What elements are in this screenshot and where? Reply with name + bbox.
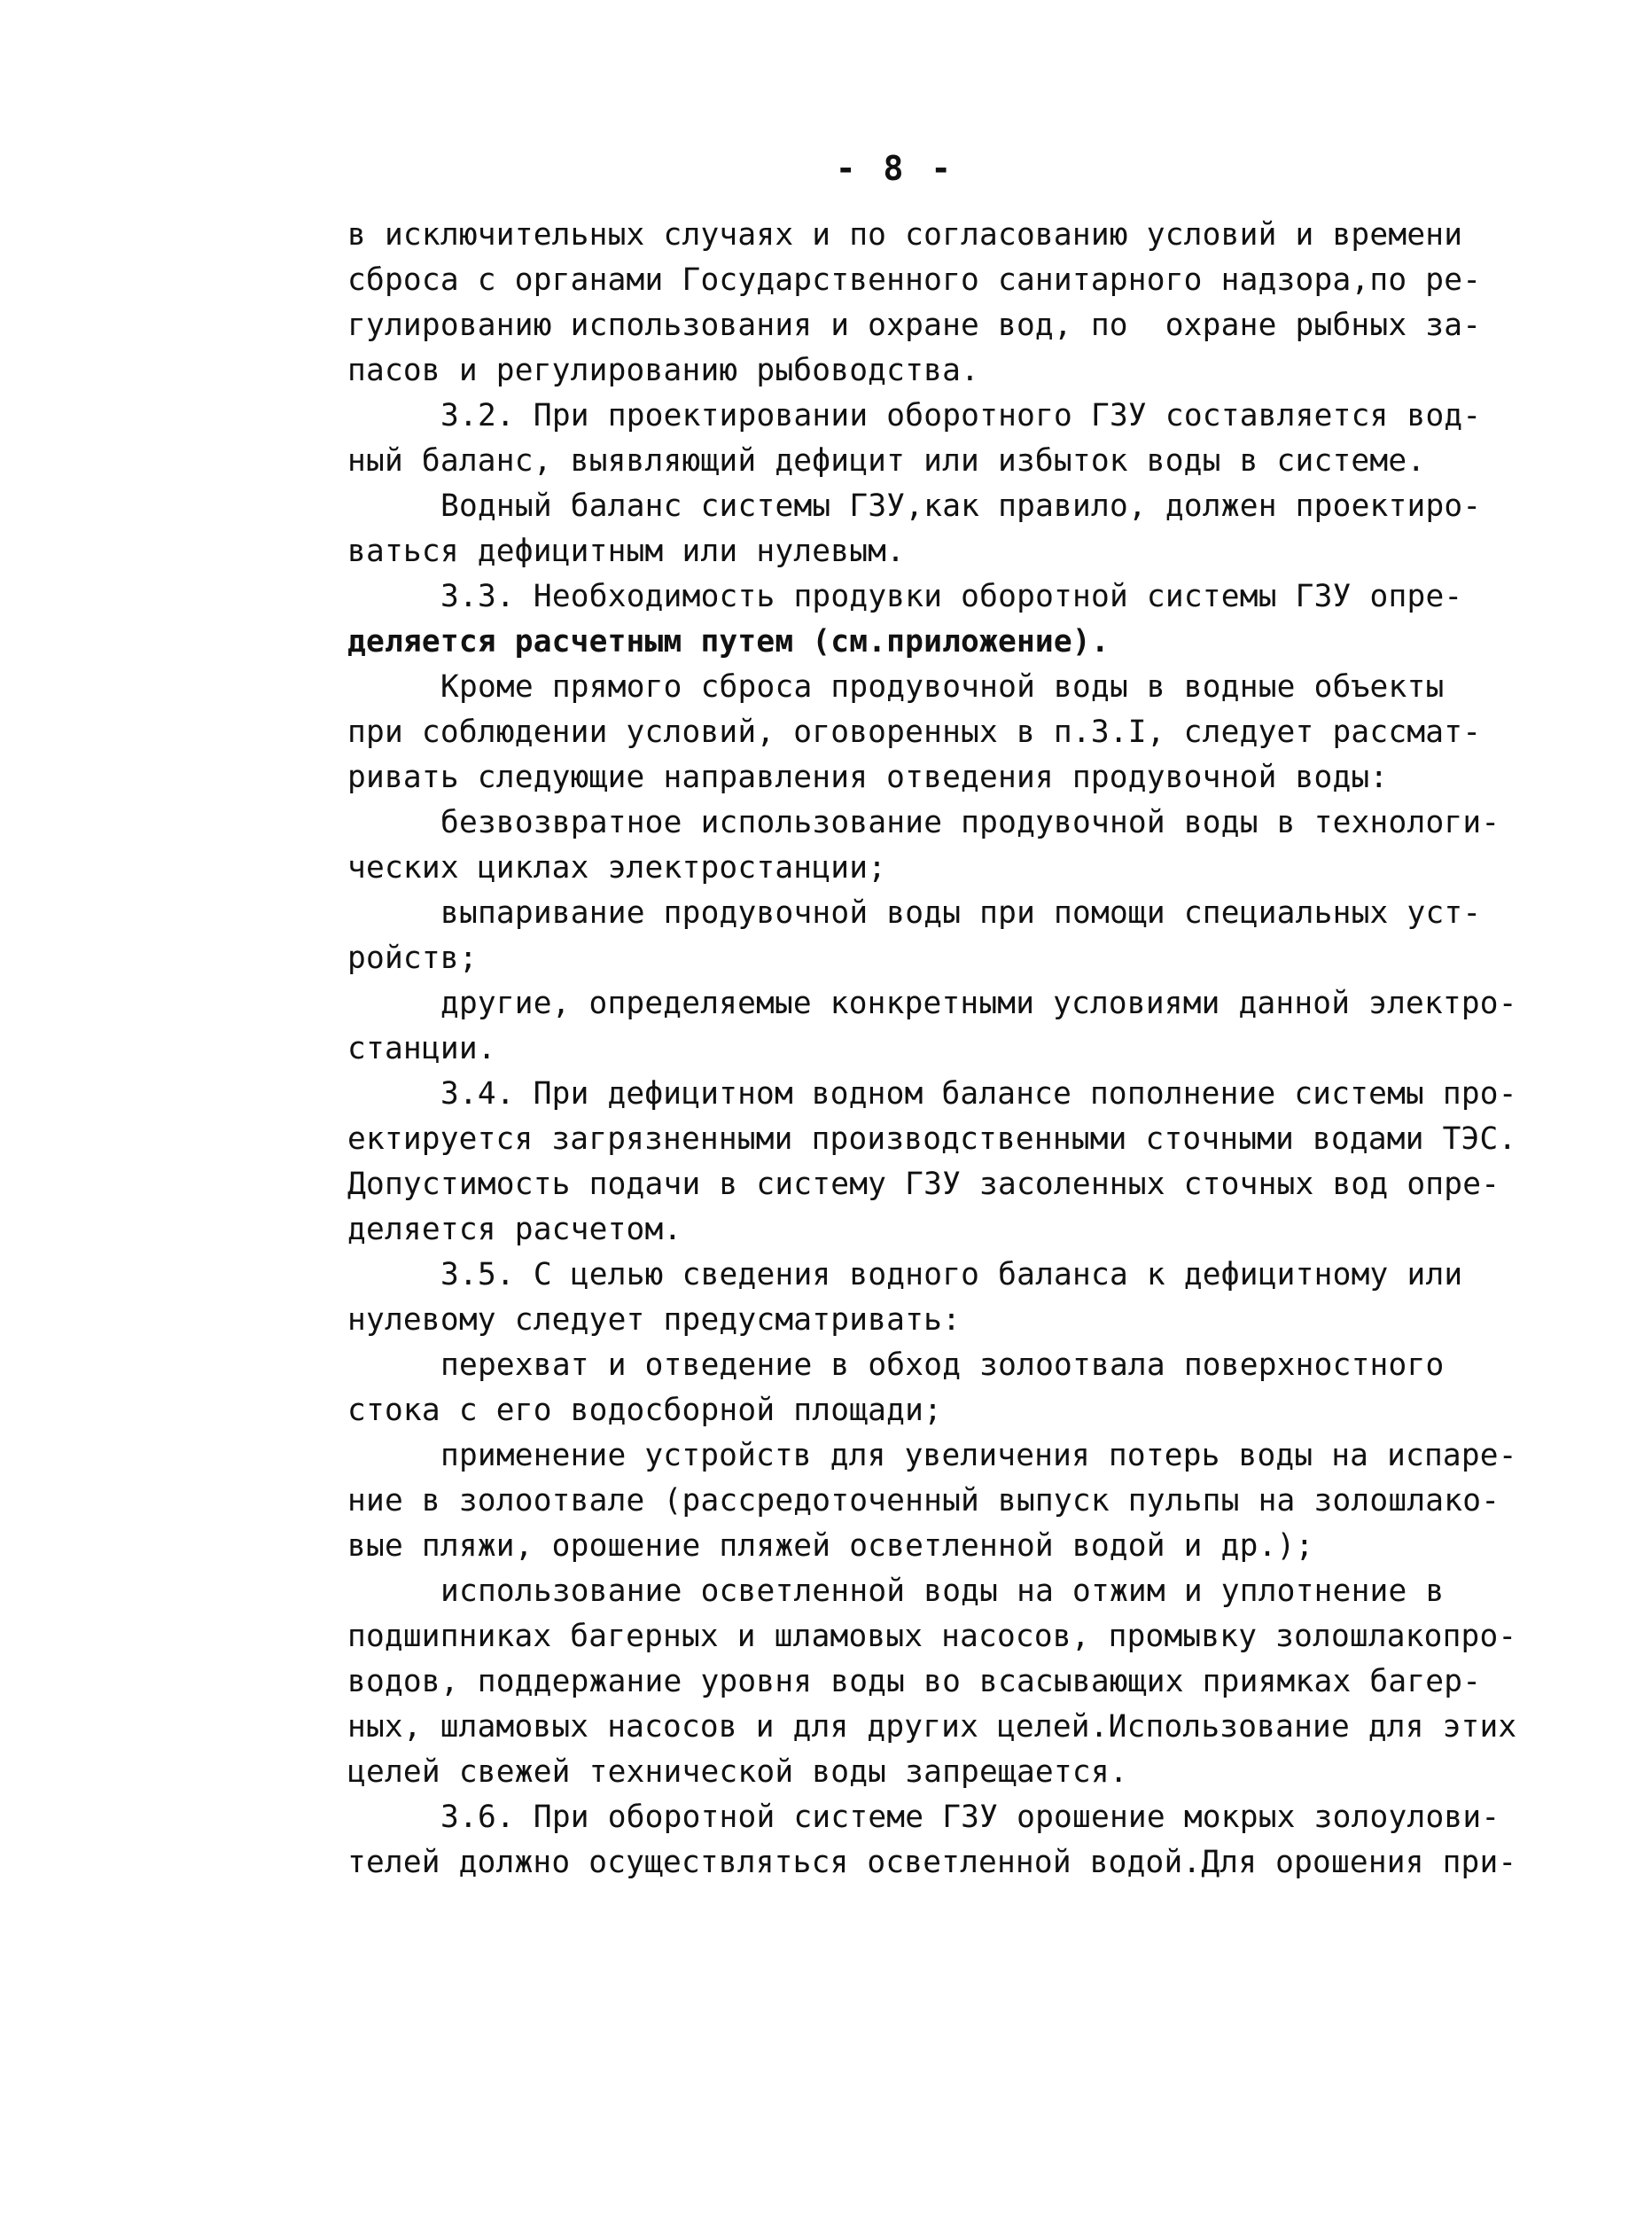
text-line: пасов и регулированию рыбоводства.: [347, 353, 980, 388]
text-line: вые пляжи, орошение пляжей осветленной водой и др.);: [347, 1528, 1314, 1564]
text-line: 3.4. При дефицитном водном балансе пополнение системы про-: [440, 1076, 1517, 1112]
text-line: безвозвратное использование продувочной воды в технологи-: [440, 805, 1500, 840]
text-line: станции.: [347, 1031, 496, 1066]
text-line: применение устройств для увеличения потерь воды на испаре-: [440, 1438, 1517, 1473]
text-line: деляется расчетным путем (см.приложение).: [347, 624, 1110, 660]
text-line: использование осветленной воды на отжим и уплотнение в: [440, 1573, 1445, 1609]
text-line: ный баланс, выявляющий дефицит или избыток воды в системе.: [347, 443, 1426, 479]
text-line: ривать следующие направления отведения продувочной воды:: [347, 760, 1389, 795]
text-line: в исключительных случаях и по согласованию условий и времени: [347, 217, 1463, 253]
text-line: другие, определяемые конкретными условиями данной электро-: [440, 986, 1517, 1021]
text-line: перехват и отведение в обход золоотвала поверхностного: [440, 1347, 1445, 1383]
text-line: Кроме прямого сброса продувочной воды в водные объекты: [440, 669, 1445, 705]
text-line: стока с его водосборной площади;: [347, 1393, 943, 1428]
text-line: 3.5. С целью сведения водного баланса к дефицитному или: [440, 1257, 1463, 1292]
page-number: - 8 -: [835, 149, 955, 188]
text-line: ных, шламовых насосов и для других целей.Использование для этих: [347, 1709, 1517, 1745]
text-line: ние в золоотвале (рассредоточенный выпуск пульпы на золошлако-: [347, 1483, 1500, 1519]
text-line: 3.3. Необходимость продувки оборотной системы ГЗУ опре-: [440, 579, 1463, 614]
text-line: ройств;: [347, 941, 478, 976]
text-line: Водный баланс системы ГЗУ,как правило, должен проектиро-: [440, 488, 1482, 524]
text-line: ваться дефицитным или нулевым.: [347, 534, 906, 569]
text-line: целей свежей технической воды запрещается.: [347, 1754, 1128, 1790]
text-line: подшипниках багерных и шламовых насосов, промывку золошлакопро-: [347, 1619, 1517, 1654]
text-line: гулированию использования и охране вод, по охране рыбных за-: [347, 308, 1482, 343]
text-line: сброса с органами Государственного санитарного надзора,по ре-: [347, 262, 1482, 298]
text-line: выпаривание продувочной воды при помощи специальных уст-: [440, 895, 1482, 931]
text-line: 3.2. При проектировании оборотного ГЗУ составляется вод-: [440, 398, 1482, 433]
text-line: телей должно осуществляться осветленной водой.Для орошения при-: [347, 1845, 1517, 1880]
text-line: ектируется загрязненными производственными сточными водами ТЭС.: [347, 1121, 1517, 1157]
text-line: при соблюдении условий, оговоренных в п.3.I, следует рассмат-: [347, 714, 1482, 750]
text-line: нулевому следует предусматривать:: [347, 1302, 962, 1338]
text-line: ческих циклах электростанции;: [347, 850, 887, 886]
text-line: 3.6. При оборотной системе ГЗУ орошение мокрых золоулови-: [440, 1800, 1500, 1835]
body-text: [347, 213, 1517, 1886]
text-line: деляется расчетом.: [347, 1212, 682, 1247]
text-line: Допустимость подачи в систему ГЗУ засоленных сточных вод опре-: [347, 1167, 1500, 1202]
text-line: водов, поддержание уровня воды во всасывающих приямках багер-: [347, 1664, 1482, 1699]
